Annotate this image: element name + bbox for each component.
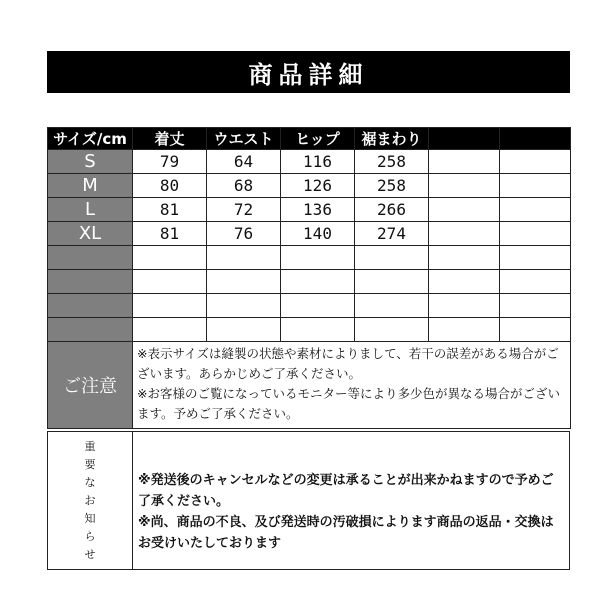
header-length: 着丈: [133, 128, 207, 150]
cell-empty: [429, 198, 500, 222]
cell-waist: 76: [207, 222, 281, 246]
notice-heading-char: せ: [84, 547, 96, 561]
size-label: [48, 270, 133, 294]
cell-empty: [281, 318, 355, 342]
cell-empty: [429, 294, 500, 318]
notice-heading-char: ら: [84, 529, 96, 543]
cell-empty: [429, 318, 500, 342]
notice-heading-char: 重: [84, 439, 96, 453]
header-empty: [429, 128, 500, 150]
size-table: [47, 127, 571, 429]
table-row: [48, 246, 571, 270]
cell-empty: [500, 294, 571, 318]
cell-empty: [500, 198, 571, 222]
cell-waist: 64: [207, 150, 281, 174]
table-row: [48, 294, 571, 318]
table-row: [48, 270, 571, 294]
header-size: サイズ/cm: [48, 128, 133, 150]
cell-empty: [355, 246, 429, 270]
cell-length: 81: [133, 222, 207, 246]
cell-empty: [429, 222, 500, 246]
cell-empty: [207, 294, 281, 318]
table-row: [48, 174, 571, 198]
header-waist: ウエスト: [207, 128, 281, 150]
cell-empty: [429, 174, 500, 198]
cell-empty: [429, 150, 500, 174]
cell-empty: [207, 270, 281, 294]
cell-empty: [355, 270, 429, 294]
cell-empty: [207, 246, 281, 270]
cell-empty: [500, 150, 571, 174]
cell-empty: [500, 318, 571, 342]
cell-length: 81: [133, 198, 207, 222]
notice-heading-char: な: [84, 475, 96, 489]
cell-hem: 274: [355, 222, 429, 246]
size-table-header: [48, 128, 571, 150]
size-label: M: [48, 174, 133, 198]
cell-hip: 116: [281, 150, 355, 174]
caution-text: [133, 342, 571, 429]
size-label: [48, 246, 133, 270]
size-label: [48, 294, 133, 318]
page-title: 商品詳細: [248, 60, 369, 89]
size-label: [48, 318, 133, 342]
cell-empty: [133, 318, 207, 342]
cell-empty: [133, 246, 207, 270]
caution-row: [48, 342, 571, 429]
cell-hem: 258: [355, 150, 429, 174]
notice-line: ※尚、商品の不良、及び発送時の汚破損によります商品の返品・交換はお受けいたしております: [138, 515, 554, 551]
caution-line: ※お客様のご覧になっているモニター等により多少色が異なる場合がございます。予めご了承ください。: [137, 386, 560, 421]
caution-line: ※表示サイズは縫製の状態や素材によりまして、若干の誤差がある場合がございます。あらかじめご了承ください。: [137, 346, 559, 381]
important-notice: [47, 431, 570, 570]
header-hip: ヒップ: [281, 128, 355, 150]
cell-empty: [500, 246, 571, 270]
cell-empty: [281, 294, 355, 318]
notice-heading: [48, 432, 133, 569]
cell-hip: 126: [281, 174, 355, 198]
notice-text: [133, 432, 569, 569]
cell-empty: [355, 318, 429, 342]
size-label: L: [48, 198, 133, 222]
cell-waist: 68: [207, 174, 281, 198]
table-row: [48, 150, 571, 174]
table-row: [48, 222, 571, 246]
cell-length: 80: [133, 174, 207, 198]
size-label: S: [48, 150, 133, 174]
title-bar: [47, 51, 570, 93]
cell-waist: 72: [207, 198, 281, 222]
cell-empty: [429, 246, 500, 270]
cell-hip: 136: [281, 198, 355, 222]
cell-empty: [500, 174, 571, 198]
cell-empty: [281, 246, 355, 270]
cell-length: 79: [133, 150, 207, 174]
caution-label: ご注意: [48, 342, 133, 429]
header-hem: 裾まわり: [355, 128, 429, 150]
notice-line: ※発送後のキャンセルなどの変更は承ることが出来かねますので予めご了承ください。: [138, 473, 554, 509]
cell-empty: [207, 318, 281, 342]
size-label: XL: [48, 222, 133, 246]
cell-empty: [133, 294, 207, 318]
cell-empty: [355, 294, 429, 318]
table-row: [48, 318, 571, 342]
cell-empty: [133, 270, 207, 294]
table-row: [48, 198, 571, 222]
cell-empty: [281, 270, 355, 294]
cell-empty: [500, 222, 571, 246]
cell-hem: 266: [355, 198, 429, 222]
cell-empty: [500, 270, 571, 294]
notice-heading-char: 要: [84, 457, 96, 471]
notice-heading-char: 知: [84, 511, 96, 525]
cell-empty: [429, 270, 500, 294]
header-empty: [500, 128, 571, 150]
cell-hip: 140: [281, 222, 355, 246]
notice-heading-char: お: [84, 493, 96, 507]
cell-hem: 258: [355, 174, 429, 198]
